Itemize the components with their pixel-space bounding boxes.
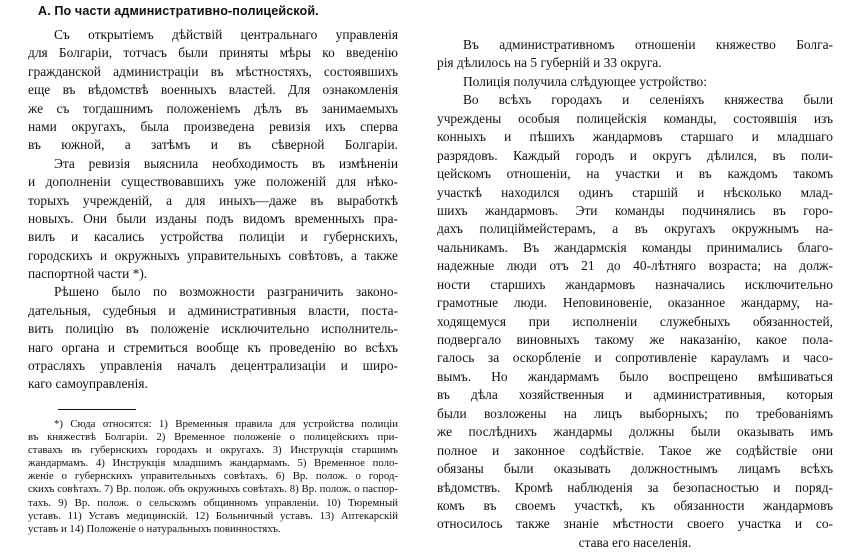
- text-line: наго органа и стремиться вообще къ проведенію во всѣхъ: [28, 339, 398, 355]
- text-line: Въ административномъ отношеніи княжество Болга-: [463, 37, 833, 52]
- text-line: вымъ. Но жандармамъ было воспрещено вмѣшиваться: [437, 368, 833, 384]
- text-line: надежные люди отъ 21 до 40-лѣтняго возраста; на долж-: [437, 258, 833, 274]
- text-line: для Болгаріи, тотчасъ были приняты мѣры ко введенію: [28, 45, 398, 61]
- text-line: Во всѣхъ городахъ и селеніяхъ княжества были: [463, 92, 833, 108]
- footnote-line: уставъ и 14) Положеніе о натуральныхъ повинностяхъ.: [28, 522, 281, 535]
- text-line: и дополненіи существовавшихъ уже положеній для нѣко-: [28, 174, 398, 190]
- text-line: были возложены на лицъ выборныхъ; по требованіямъ: [437, 405, 833, 421]
- right-column-text: [437, 36, 833, 552]
- text-line: ности старшихъ жандармовъ назначались исключительно: [437, 276, 833, 292]
- text-line: Рѣшено было по возможности разграничить законо-: [54, 284, 398, 300]
- text-line: торыхъ учрежденій, а для иныхъ—даже въ выработкѣ: [28, 192, 398, 208]
- text-line: паспортной части *).: [28, 266, 148, 282]
- text-line: еще въ вѣдомствѣ военныхъ властей. Для ознакомленія: [28, 82, 398, 98]
- footnote: [28, 418, 398, 536]
- text-line: вѣдомствъ. Кромѣ наблюденія за безопасностью и поряд-: [437, 479, 833, 495]
- text-line: Полиція получила слѣдующее устройство:: [463, 73, 707, 89]
- footnote-divider: [58, 409, 136, 410]
- footnote-line: тахъ. 9) Вр. полож. о сельскомъ общинномъ управленіи. 10) Тюремный: [28, 496, 398, 509]
- text-line: обязаны были оказывать должностнымъ лицамъ всѣхъ: [437, 461, 833, 477]
- footnote-line: жандармамъ. 4) Инструкція младшимъ жандармамъ. 5) Временное поло-: [28, 457, 398, 470]
- text-line: учреждены особыя полицейскія команды, состоявшія изъ: [437, 110, 833, 126]
- text-line: чальникамъ. Въ жандармскія команды принимались благо-: [437, 239, 833, 255]
- text-line: каго самоуправленія.: [28, 376, 148, 392]
- text-line: галось за оскорбленіе и сопротивленіе карауламъ и часо-: [437, 350, 833, 366]
- text-line: конныхъ и пѣшихъ жандармовъ старшаго и младшаго: [437, 129, 833, 145]
- text-line: гражданской администраціи въ мѣстностяхъ, состоявшихъ: [28, 63, 398, 79]
- text-line: относилось также знаніе мѣстности своего участка и со-: [437, 516, 833, 532]
- text-line: Эта ревизія выяснила необходимость въ измѣненіи: [54, 155, 398, 171]
- text-line: вить полицію въ положеніе исключительно исполнитель-: [28, 321, 398, 337]
- text-line: шихъ жандармовъ. Эти команды подчинялись въ горо-: [437, 202, 833, 218]
- text-line: Съ открытіемъ дѣйствій центральнаго управленія: [54, 27, 398, 42]
- text-line: комъ въ своемъ участкѣ, къ обязанности жандармовъ: [437, 497, 833, 513]
- footnote-line: ставахъ въ губернскихъ городахъ и округахъ. 3) Инструкція старшимъ: [28, 444, 398, 457]
- text-line: грамотные люди. Неповиновеніе, оказанное жандарму, на-: [437, 295, 833, 311]
- footnote-line: скихъ совѣтахъ. 7) Вр. полож. объ окружныхъ совѣтахъ. 8) Вр. полож. о паспор-: [28, 483, 398, 496]
- text-line: участкѣ находился одинъ старшій и нѣсколько млад-: [437, 184, 833, 200]
- section-heading: А. По части административно-полицейской.: [38, 4, 319, 18]
- text-line: же послѣднихъ жандармы должны были оказывать имъ: [437, 424, 833, 440]
- footnote-line: въ княжествѣ Болгаріи. 2) Временное положеніе о полицейскихъ при-: [28, 431, 398, 444]
- text-line: става его населенія.: [578, 534, 692, 550]
- text-line: въ дѣла хозяйственныя и административныя, которыя: [437, 387, 833, 403]
- footnote-line: *) Сюда относятся: 1) Временныя правила для устройства полиціи: [54, 418, 398, 430]
- text-line: ходящемуся при исполненіи служебныхъ обязанностей,: [437, 313, 833, 329]
- text-line: вилъ и касались устройства полиціи и губернскихъ,: [28, 229, 398, 245]
- text-line: нами округахъ, была произведена ревизія ихъ сперва: [28, 118, 398, 134]
- text-line: полное и законное содѣйствіе. Такое же содѣйствіе они: [437, 442, 833, 458]
- text-line: дахъ полиціймейстерамъ, а въ округахъ окружнымъ на-: [437, 221, 833, 237]
- footnote-line: женіе о губернскихъ управительныхъ совѣтахъ. 6) Вр. полож. о город-: [28, 470, 398, 483]
- text-line: подвергало виновныхъ такому же наказанію, какое пола-: [437, 332, 833, 347]
- text-line: же съ тогдашнимъ положеніемъ дѣлъ въ занимаемыхъ: [28, 100, 398, 116]
- text-line: рія дѣлилось на 5 губерній и 33 округа.: [437, 55, 662, 71]
- text-line: въ южной, а затѣмъ и въ сѣверной Болгаріи.: [28, 137, 398, 153]
- text-line: новыхъ. Они были изданы подъ видомъ временныхъ пра-: [28, 210, 398, 226]
- text-line: разрядовъ. Каждый городъ и округъ дѣлился, въ поли-: [437, 147, 833, 163]
- footnote-line: уставъ. 11) Уставъ медицинскій. 12) Больничный уставъ. 13) Аптекарскій: [28, 509, 398, 522]
- left-column-text: [28, 26, 398, 394]
- text-line: дательныя, судебныя и административныя власти, поста-: [28, 302, 398, 318]
- text-line: городскихъ и окружныхъ управительныхъ совѣтовъ, а также: [28, 247, 398, 263]
- text-line: отрасляхъ управленія началъ децентрализаціи и широ-: [28, 358, 398, 374]
- text-line: цейскомъ отношеніи, на участки и въ каждомъ такомъ: [437, 166, 833, 182]
